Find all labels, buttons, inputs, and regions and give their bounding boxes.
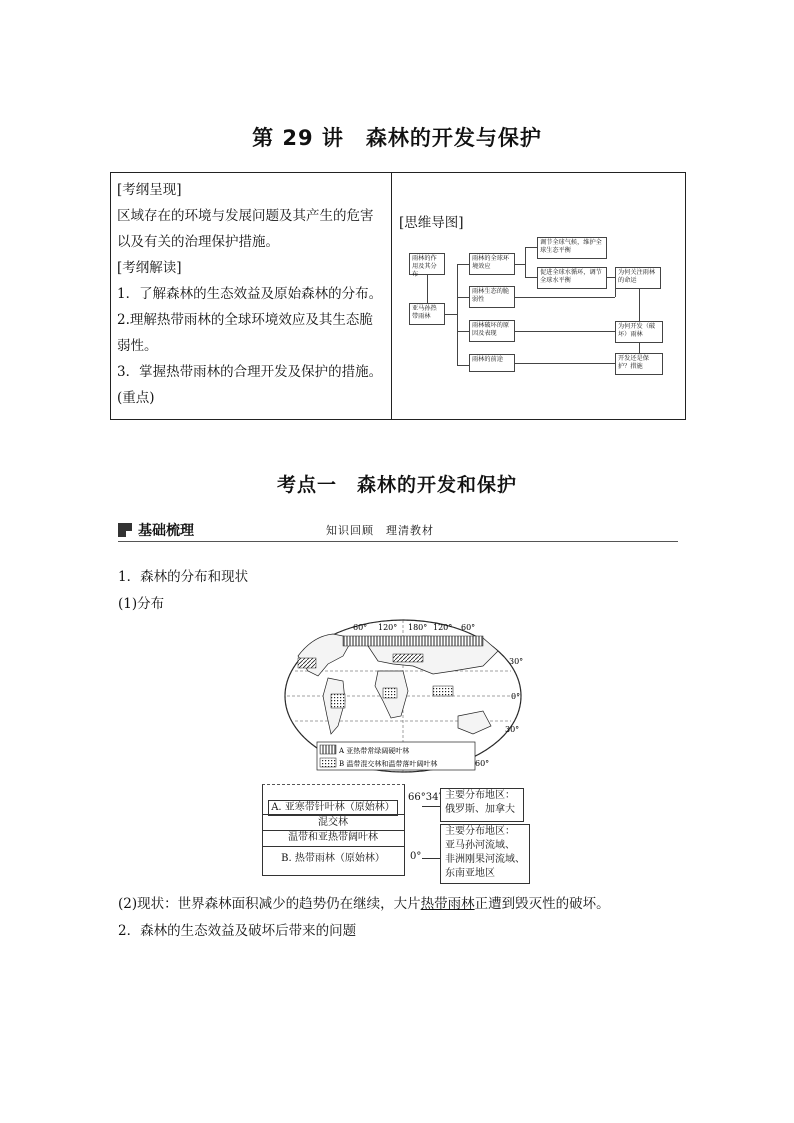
outline-line: 3．掌握热带雨林的合理开发及保护的措施。 [117, 364, 383, 380]
basics-subtitle: 知识回顾 理清教材 [326, 524, 434, 537]
outline-line: 区域存在的环境与发展问题及其产生的危害 [117, 208, 374, 224]
body-text: (1)分布 [118, 596, 165, 612]
belt-b: B. 热带雨林（原始林） [281, 853, 385, 864]
lon-label: 120° [378, 623, 398, 632]
outline-line: (重点) [117, 390, 155, 406]
outline-line: [考纲解读] [117, 260, 182, 276]
belt-mixed: 混交林 [318, 817, 348, 828]
lat-label: 30° [509, 657, 523, 666]
outline-line: 2.理解热带雨林的全球环境效应及其生态脆 [117, 312, 373, 328]
lat-label: 0° [511, 692, 521, 701]
mindmap-node: 雨林的作用及其分布 [409, 253, 445, 275]
region-box-2: 主要分布地区： 亚马孙河流域、 非洲刚果河流域、 东南亚地区 [440, 824, 530, 884]
section-title: 考点一 森林的开发和保护 [276, 474, 517, 496]
mindmap-node: 开发还是保护？措施 [615, 353, 663, 375]
lon-label: 180° [408, 623, 428, 632]
status-text: (2)现状：世界森林面积减少的趋势仍在继续，大片热带雨林正遭到毁灭性的破坏。 [118, 896, 610, 912]
mindmap-node: 雨林的前途 [469, 354, 515, 372]
lon-label: 60° [461, 623, 476, 632]
world-forest-map [283, 616, 523, 776]
body-text: 1．森林的分布和现状 [118, 569, 249, 585]
table-divider [391, 173, 392, 419]
mindmap-node: 雨林破坏的原因及表现 [469, 320, 515, 342]
outline-line: [考纲呈现] [117, 182, 182, 198]
lat-label: 30° [505, 725, 520, 734]
belt-a: A. 亚寒带针叶林（原始林） [268, 800, 398, 816]
outline-line: 弱性。 [117, 338, 158, 354]
exam-outline [117, 177, 385, 411]
belt-temperate: 温带和亚热带阔叶林 [288, 832, 378, 843]
underlined-term: 热带雨林 [420, 896, 475, 912]
mindmap-node: 雨林生态的脆弱性 [469, 286, 515, 308]
outline-line: 1．了解森林的生态效益及原始森林的分布。 [117, 286, 383, 302]
lat-label: 60° [475, 759, 490, 768]
legend-a: A 亚热带常绿阔硬叶林 [339, 747, 410, 755]
mindmap-node: 雨林的全球环境效应 [469, 253, 515, 275]
mindmap-node: 为何关注雨林的命运 [615, 267, 661, 289]
mindmap-node: 调节全球气候，维护全球生态平衡 [537, 237, 607, 259]
lon-label: 60° [353, 623, 368, 632]
basics-label: 基础梳理 [138, 523, 194, 539]
region-box-1: 主要分布地区： 俄罗斯、加拿大 [440, 788, 524, 822]
lat-0: 0° [410, 851, 422, 862]
page-title: 第 29 讲 森林的开发与保护 [252, 126, 542, 150]
forest-belt-diagram [262, 784, 532, 884]
mindmap-title: [思维导图] [399, 215, 464, 231]
lat-66: 66°34′ [408, 792, 441, 803]
lon-label: 120° [433, 623, 453, 632]
mindmap-node: 促进全球水循环，调节全球水平衡 [537, 267, 607, 289]
outline-table [110, 172, 686, 420]
basics-header [118, 520, 678, 544]
body-text: 2．森林的生态效益及破坏后带来的问题 [118, 923, 357, 939]
header-rule [118, 541, 678, 542]
mindmap-node: 为何开发（破坏）雨林 [615, 321, 663, 343]
mindmap-node: 亚马孙热带雨林 [409, 303, 445, 325]
legend-b: B 温带混交林和温带落叶阔叶林 [339, 760, 438, 768]
outline-line: 以及有关的治理保护措施。 [117, 234, 279, 250]
